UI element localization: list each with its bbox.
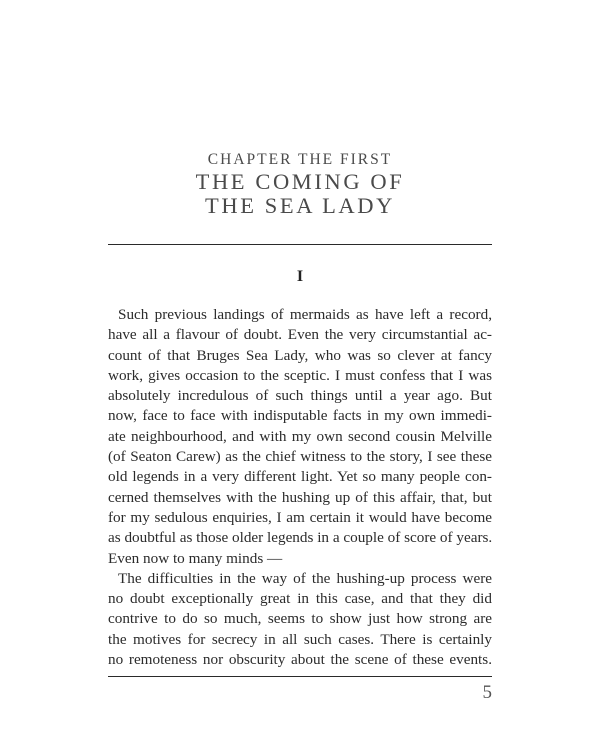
paragraph-1-line: as doubtful as those older legends in a couple of score of years.	[108, 529, 493, 547]
paragraph-1-line: count of that Bruges Sea Lady, who was so clever at fancy	[108, 346, 492, 364]
chapter-label: CHAPTER THE FIRST	[207, 151, 393, 168]
chapter-title-line-1: THE COMING OF	[195, 169, 405, 194]
paragraph-1-line: have all a flavour of doubt. Even the very circumstantial ac-	[108, 326, 492, 344]
paragraph-1-line: now, face to face with indisputable facts in my own immedi-	[108, 407, 492, 425]
bottom-divider	[108, 676, 492, 677]
chapter-heading	[108, 150, 492, 218]
paragraph-1-line: absolutely incredulous of such things until a year ago. But	[108, 387, 492, 405]
paragraph-1-line: old legends in a very different light. Yet so many people con-	[108, 468, 492, 486]
paragraph-1-line: Even now to many minds —	[108, 549, 283, 567]
body-text	[108, 305, 492, 670]
top-divider	[108, 244, 492, 245]
paragraph-2-line: the motives for secrecy in all such cases. There is certainly	[108, 630, 492, 648]
paragraph-2-line: no remoteness nor obscurity about the scene of these events.	[108, 651, 492, 669]
paragraph-1-line: (of Seaton Carew) as the chief witness to the story, I see these	[108, 448, 492, 466]
paragraph-1-line: work, gives occasion to the sceptic. I must confess that I was	[108, 366, 492, 384]
paragraph-2-line: The difficulties in the way of the hushing-up process were	[118, 569, 492, 587]
paragraph-1-line: for my sedulous enquiries, I am certain it would have become	[108, 508, 492, 526]
paragraph-1-line: Such previous landings of mermaids as have left a record,	[118, 306, 492, 323]
page-number: 5	[482, 682, 492, 703]
section-number: I	[296, 268, 304, 285]
paragraph-2-line: contrive to do so much, seems to show just how strong are	[108, 610, 492, 628]
paragraph-2-line: no doubt exceptionally great in this case, and that they did	[108, 590, 492, 608]
paragraph-1-line: cerned themselves with the hushing up of this affair, that, but	[108, 488, 492, 506]
paragraph-1-line: ate neighbourhood, and with my own second cousin Melville	[108, 427, 492, 445]
chapter-title-line-2: THE SEA LADY	[205, 193, 395, 218]
